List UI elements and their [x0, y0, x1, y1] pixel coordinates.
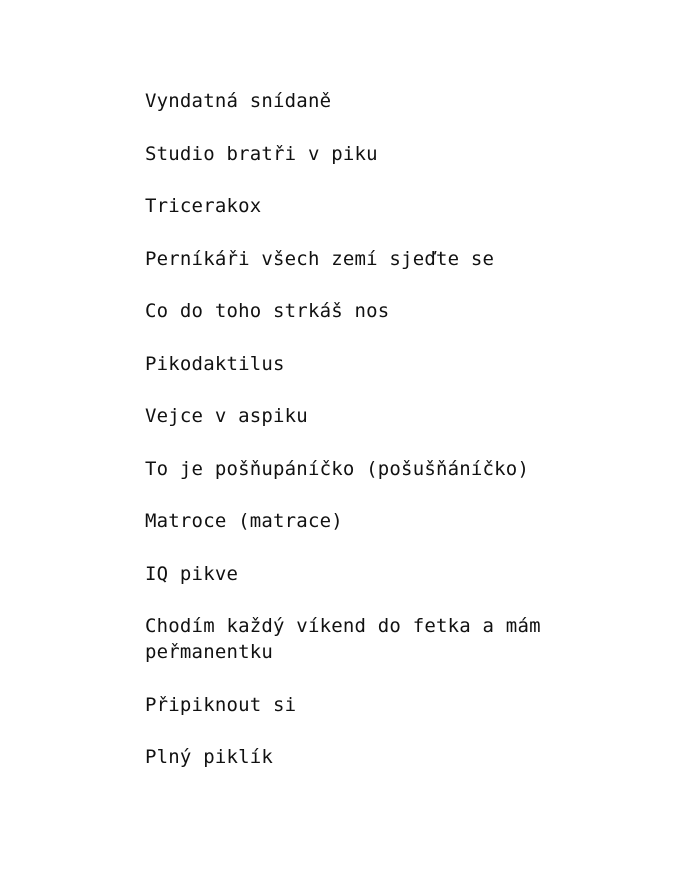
list-item: Tricerakox — [145, 195, 262, 217]
list-item: Vyndatná snídaně — [145, 90, 332, 112]
list-item: Co do toho strkáš nos — [145, 300, 390, 322]
list-item: Studio bratři v piku — [145, 142, 378, 165]
list-item: Matroce (matrace) — [145, 510, 343, 532]
list-item: Připiknout si — [145, 693, 297, 716]
list-item: Plný piklík — [145, 746, 274, 768]
list-item: Pikodaktilus — [145, 352, 285, 375]
phrase-list — [145, 88, 595, 797]
list-item: IQ pikve — [145, 562, 239, 585]
list-item: Chodím každý víkend do fetka a mám peřmanentku — [145, 615, 541, 663]
list-item: To je pošňupáníčko (pošušňáníčko) — [145, 457, 530, 480]
list-item: Perníkáři všech zemí sjeďte se — [145, 247, 495, 270]
list-item: Vejce v aspiku — [145, 405, 308, 427]
